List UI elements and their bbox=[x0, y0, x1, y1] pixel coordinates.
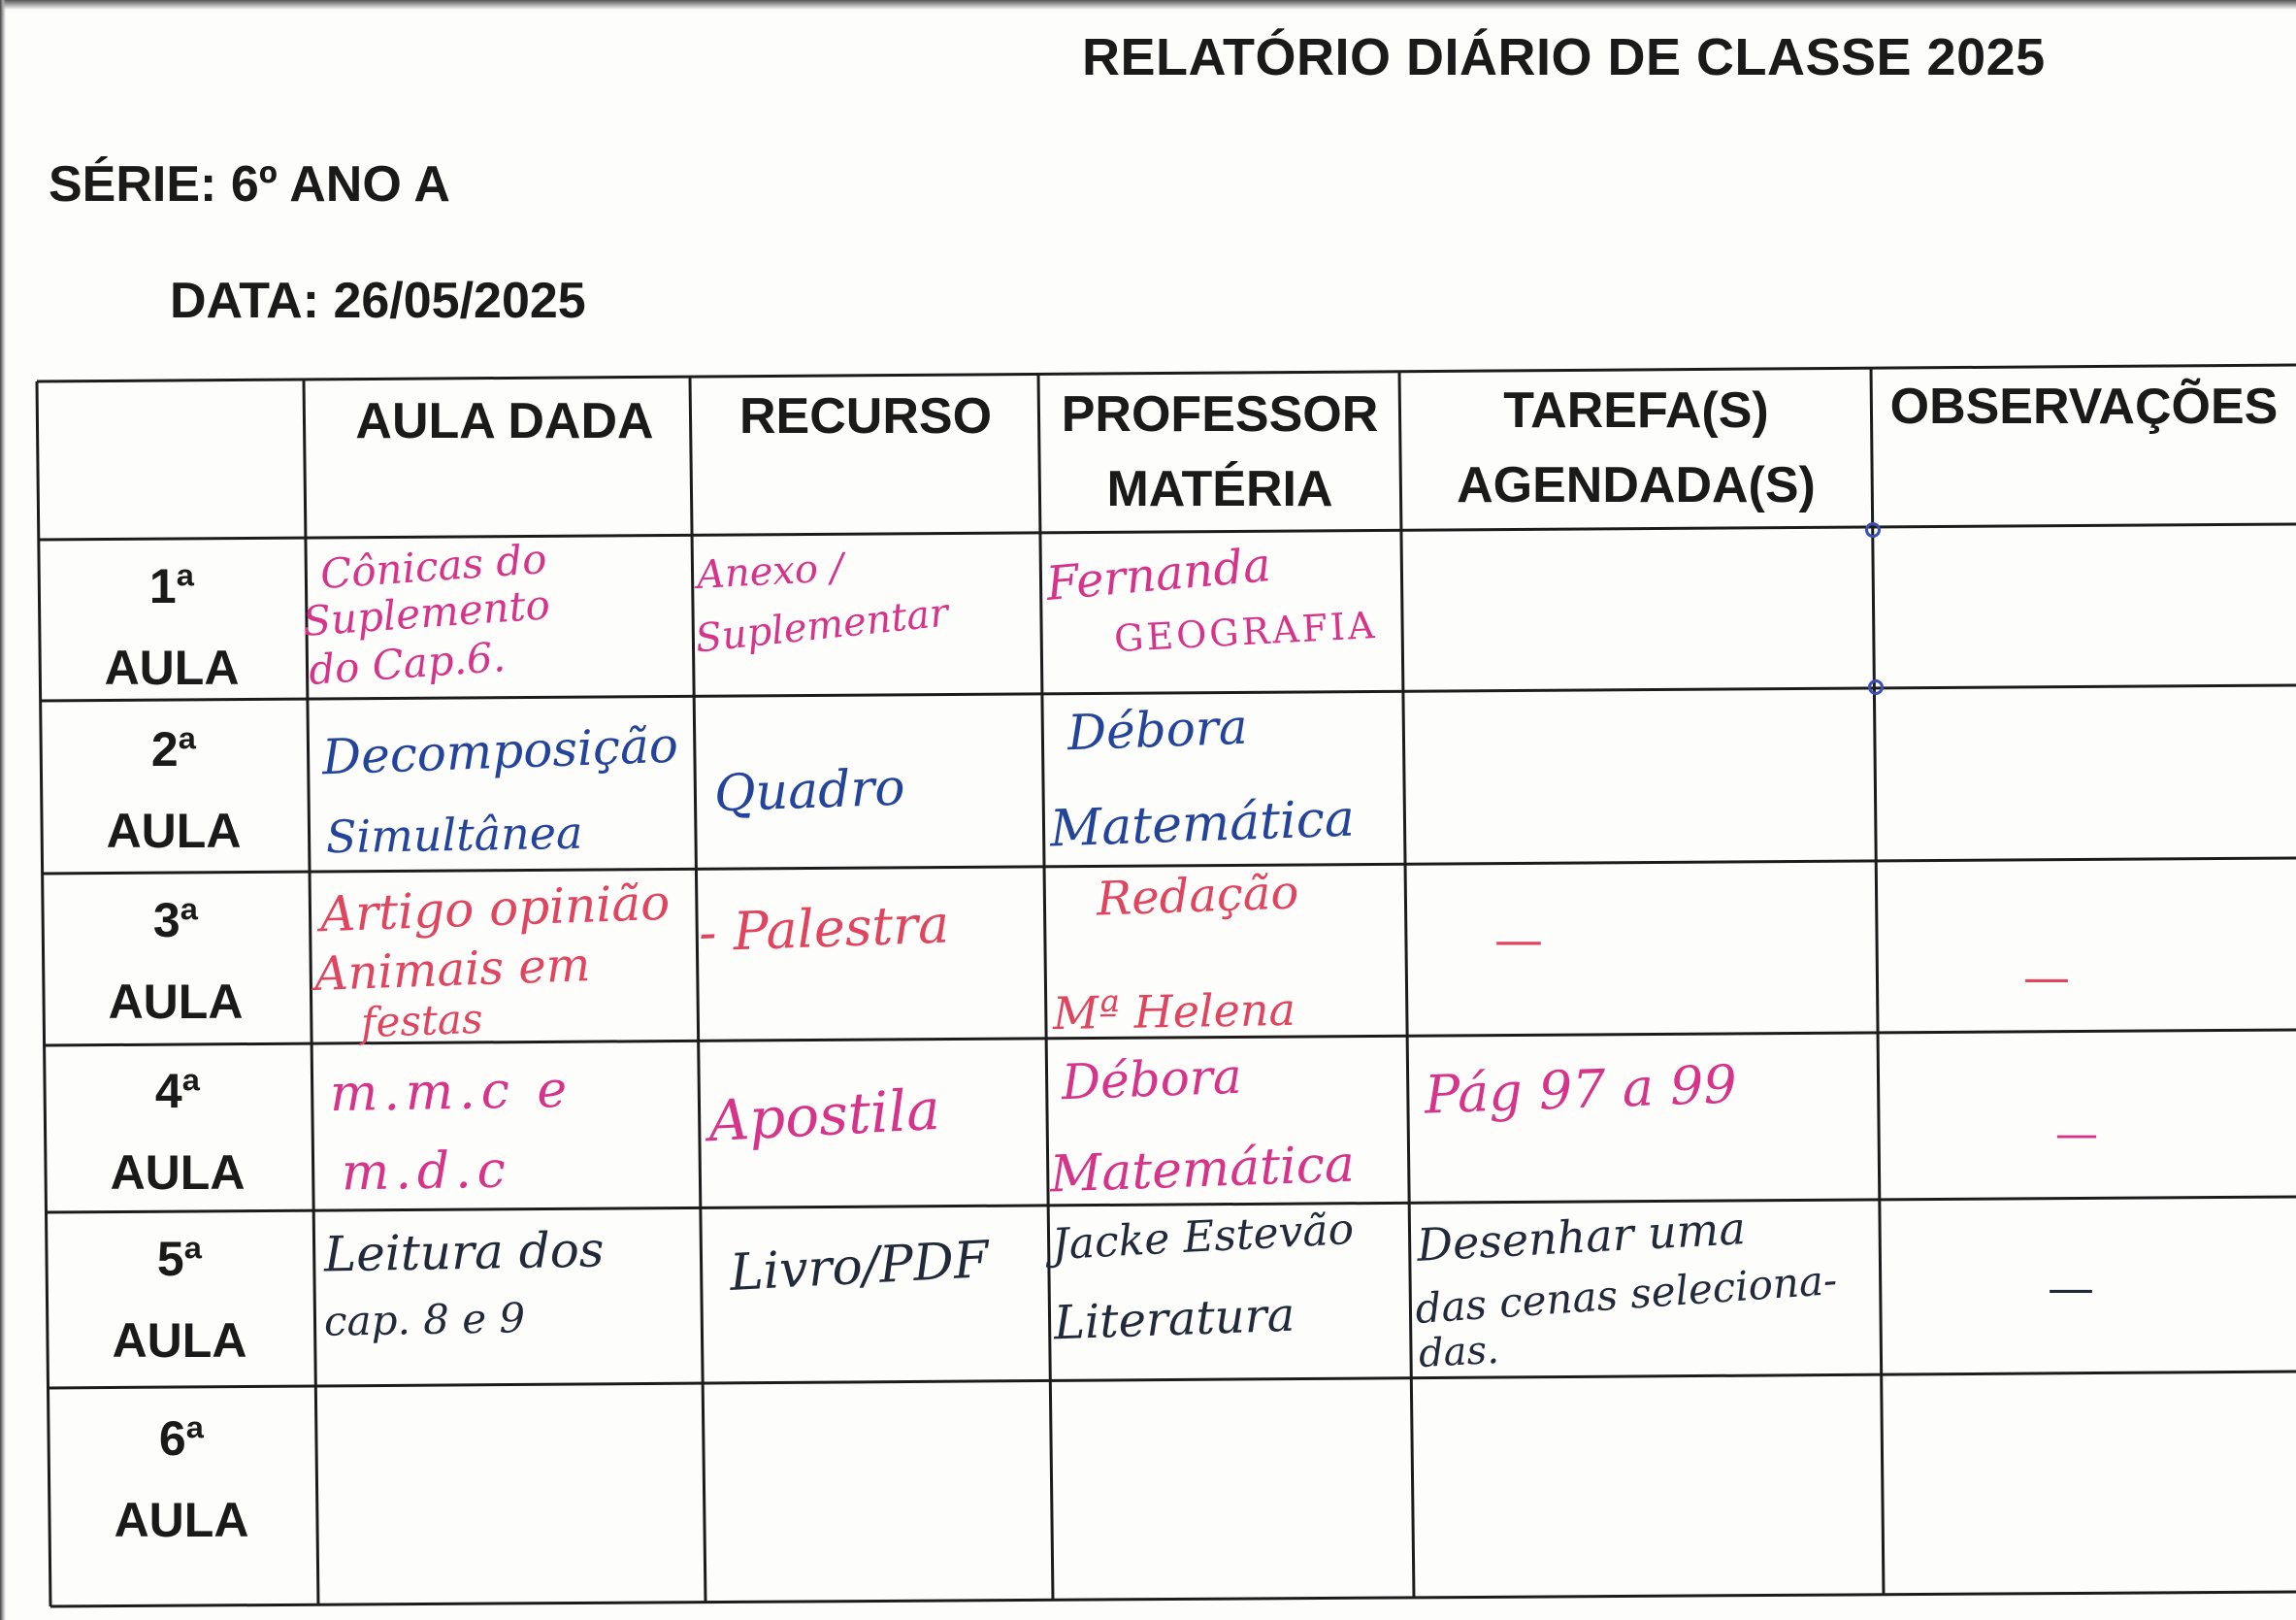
report-date: DATA: 26/05/2025 bbox=[170, 273, 586, 329]
cell-recurso-line: Livro/PDF bbox=[728, 1231, 991, 1303]
cell-professor: Débora bbox=[1061, 1047, 1243, 1111]
cell-aula-dada-line: Artigo opinião bbox=[319, 874, 672, 943]
cell-materia: Literatura bbox=[1053, 1287, 1296, 1351]
row-number: 2ª bbox=[150, 722, 197, 777]
cell-materia: Matemática bbox=[1049, 1135, 1356, 1205]
pen-dot bbox=[1868, 679, 1884, 695]
cell-aula-dada-line: Simultânea bbox=[325, 806, 583, 864]
cell-tarefa-line: das cenas seleciona- bbox=[1413, 1255, 1839, 1334]
cell-professor: Fernanda bbox=[1043, 538, 1273, 612]
cell-professor: Débora bbox=[1066, 698, 1249, 762]
cell-aula-dada-line: do Cap.6. bbox=[307, 632, 508, 695]
cell-aula-dada-line: m.d.c bbox=[341, 1141, 512, 1203]
column-header-observacoes: OBSERVAÇÕES bbox=[1889, 379, 2279, 435]
column-header-professor: PROFESSOR bbox=[1061, 386, 1379, 443]
report-title: RELATÓRIO DIÁRIO DE CLASSE 2025 bbox=[1082, 28, 2046, 86]
cell-materia: Matemática bbox=[1049, 789, 1356, 859]
cell-professor: Redação bbox=[1096, 865, 1300, 927]
cell-observacoes: — bbox=[2023, 950, 2070, 1005]
cell-tarefa-line: — bbox=[1494, 911, 1543, 968]
row-number: 3ª bbox=[152, 893, 199, 947]
cell-recurso-line: Suplementar bbox=[693, 590, 951, 662]
row-number: 6ª bbox=[158, 1411, 205, 1466]
row-label-6 bbox=[60, 1398, 303, 1561]
cell-observacoes: — bbox=[2055, 1109, 2098, 1159]
cell-aula-dada-line: Decomposição bbox=[321, 716, 679, 786]
cell-aula-dada-line: cap. 8 e 9 bbox=[323, 1294, 526, 1345]
row-aula: AULA bbox=[114, 1493, 249, 1547]
scan-edge-top bbox=[0, 0, 2296, 10]
cell-aula-dada-line: Suplemento bbox=[301, 580, 552, 645]
cell-aula-dada-line: festas bbox=[360, 994, 484, 1047]
cell-recurso-line: Quadro bbox=[712, 758, 906, 824]
column-header-aula-dada: AULA DADA bbox=[355, 393, 654, 449]
cell-aula-dada-line: Animais em bbox=[313, 938, 592, 1002]
cell-materia: Mª Helena bbox=[1052, 982, 1296, 1041]
cell-aula-dada-line: m.m.c e bbox=[329, 1060, 574, 1124]
row-number: 5ª bbox=[156, 1232, 203, 1286]
cell-recurso-line: - Palestra bbox=[697, 893, 951, 964]
pen-dot bbox=[1865, 522, 1881, 538]
cell-aula-dada-line: Cônicas do bbox=[318, 534, 548, 599]
row-aula: AULA bbox=[110, 1145, 246, 1200]
row-number: 1ª bbox=[148, 559, 195, 613]
cell-tarefa-line: Pág 97 a 99 bbox=[1423, 1053, 1738, 1126]
column-header-tarefas: TAREFA(S) bbox=[1503, 382, 1769, 439]
row-aula: AULA bbox=[104, 641, 240, 695]
row-aula: AULA bbox=[112, 1313, 247, 1368]
row-label-4 bbox=[56, 1050, 299, 1213]
cell-professor: Jacke Estevão bbox=[1050, 1204, 1356, 1271]
cell-tarefa-line: das. bbox=[1417, 1327, 1500, 1377]
cell-tarefa-line: Desenhar uma bbox=[1415, 1202, 1748, 1272]
cell-materia: GEOGRAFIA bbox=[1112, 603, 1379, 661]
row-number: 4ª bbox=[154, 1064, 201, 1118]
row-label-1 bbox=[50, 546, 293, 709]
row-label-2 bbox=[52, 709, 295, 872]
row-aula: AULA bbox=[106, 804, 242, 858]
scan-edge-left bbox=[0, 0, 6, 1620]
cell-recurso-line: Anexo / bbox=[695, 546, 845, 598]
column-header-agendadas: AGENDADA(S) bbox=[1457, 457, 1816, 513]
cell-recurso-line: Apostila bbox=[706, 1075, 942, 1155]
cell-aula-dada-line: Leitura dos bbox=[323, 1221, 605, 1283]
column-header-materia: MATÉRIA bbox=[1106, 461, 1333, 517]
row-aula: AULA bbox=[108, 975, 244, 1029]
row-label-3 bbox=[54, 879, 297, 1042]
row-label-5 bbox=[58, 1218, 301, 1381]
cell-observacoes: — bbox=[2048, 1261, 2094, 1315]
column-header-recurso: RECURSO bbox=[738, 388, 993, 445]
class-series: SÉRIE: 6º ANO A bbox=[49, 156, 450, 213]
